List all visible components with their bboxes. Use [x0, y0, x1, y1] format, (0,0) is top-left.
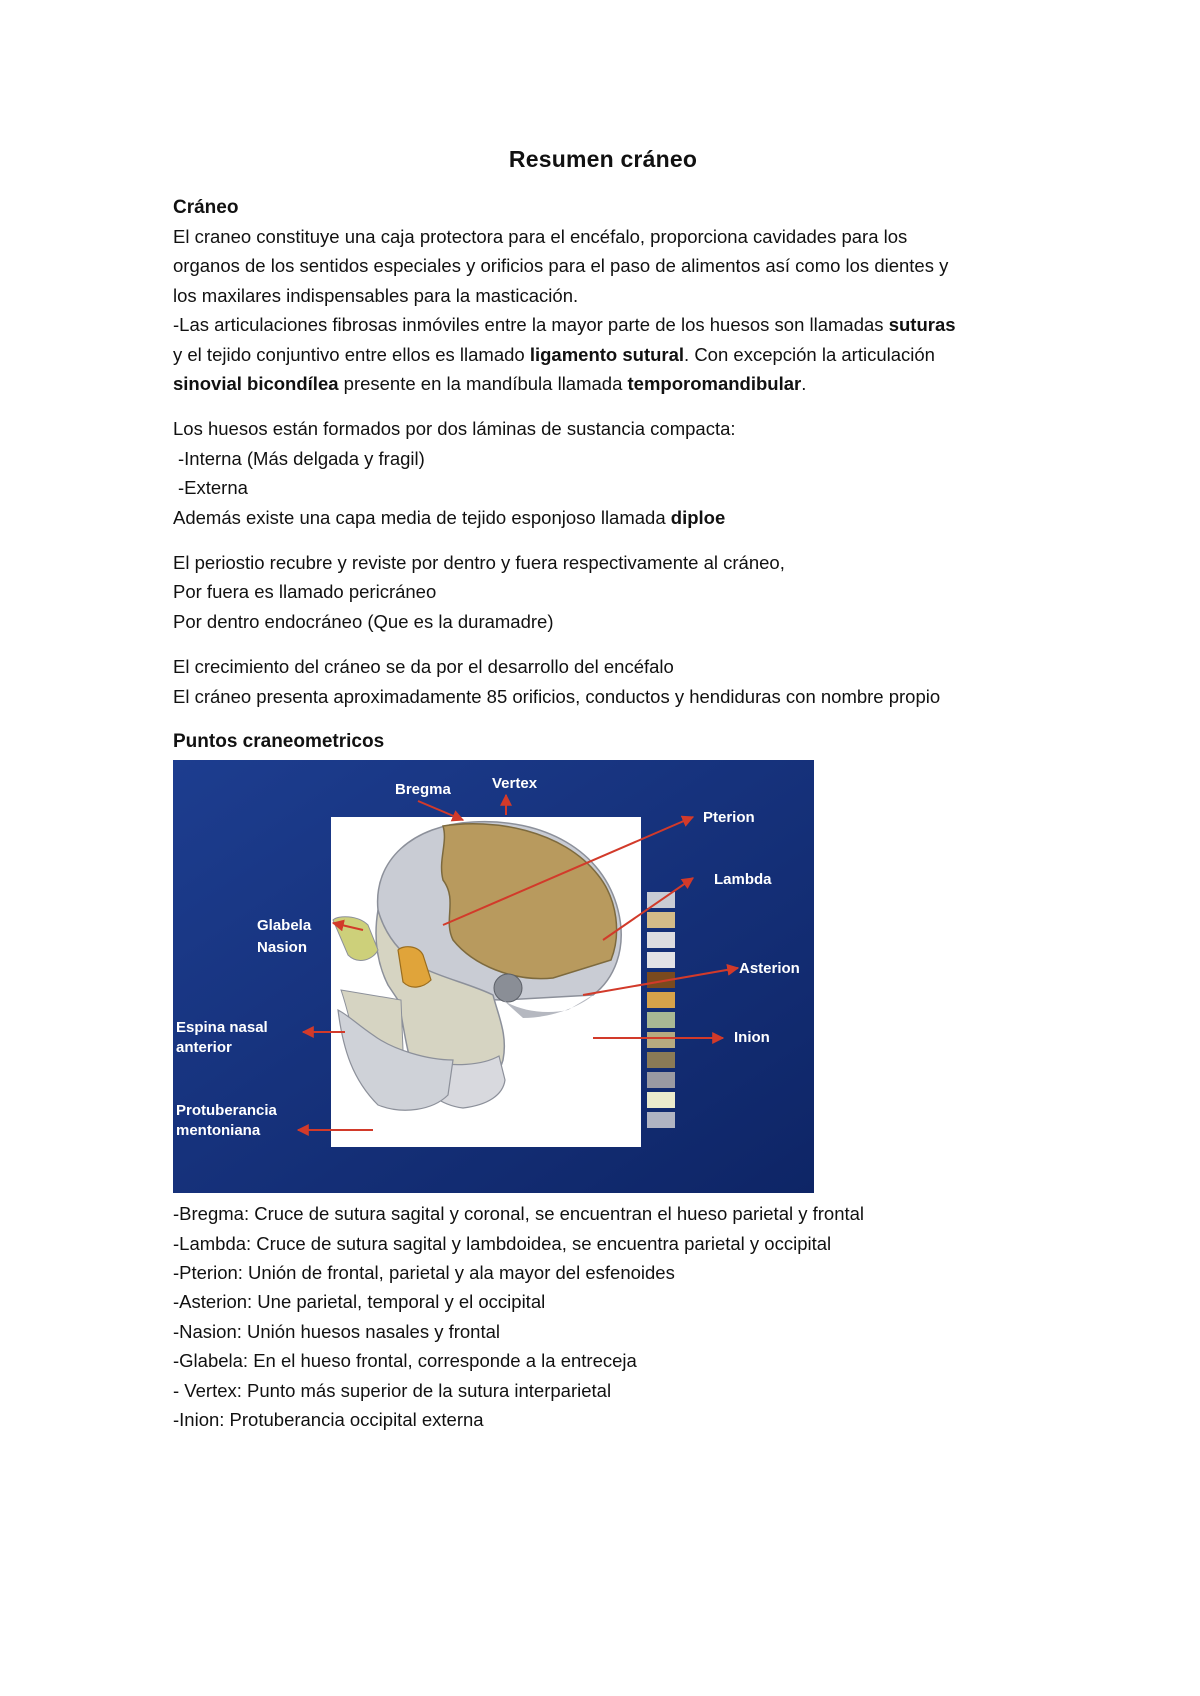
definition-item: -Pterion: Unión de frontal, parietal y ala mayor del esfenoides: [173, 1261, 675, 1283]
skull-figure: [173, 760, 814, 1193]
definitions-list: [173, 1199, 1033, 1434]
paragraph-line: organos de los sentidos especiales y orificios para el paso de alimentos así como los dientes y: [173, 255, 949, 277]
paragraph-line: El periostio recubre y reviste por dentro y fuera respectivamente al cráneo,: [173, 552, 785, 574]
bold-term-ligamento-sutural: ligamento sutural: [529, 343, 685, 365]
paragraph-line: Por fuera es llamado pericráneo: [173, 581, 437, 603]
document-title: Resumen cráneo: [508, 146, 698, 172]
paragraph-line: [173, 369, 1033, 398]
label-espina-nasal: Espina nasal: [176, 1019, 268, 1037]
label-nasion: Nasion: [257, 939, 308, 957]
label-inion: Inion: [734, 1029, 770, 1047]
label-asterion: Asterion: [739, 960, 800, 978]
definition-item: -Inion: Protuberancia occipital externa: [173, 1408, 484, 1430]
paragraph-line: los maxilares indispensables para la masticación.: [173, 284, 579, 306]
paragraph-line: Los huesos están formados por dos láminas de sustancia compacta:: [173, 418, 736, 440]
text-span: y el tejido conjuntivo entre ellos es llamado: [173, 343, 530, 365]
definition-item: - Vertex: Punto más superior de la sutura interparietal: [173, 1379, 612, 1401]
definition-item: -Asterion: Une parietal, temporal y el occipital: [173, 1291, 546, 1313]
text-span: presente en la mandíbula llamada: [338, 373, 628, 395]
definition-item: -Glabela: En el hueso frontal, corresponde a la entreceja: [173, 1350, 637, 1372]
paragraph-line: El crecimiento del cráneo se da por el desarrollo del encéfalo: [173, 656, 674, 678]
paragraph-line: [173, 503, 1033, 532]
skull-diagram: [173, 760, 814, 1193]
list-item: -Interna (Más delgada y fragil): [178, 447, 425, 469]
text-span: .: [801, 373, 807, 395]
text-span: Además existe una capa media de tejido esponjoso llamada: [173, 506, 671, 528]
paragraph-line: El cráneo presenta aproximadamente 85 orificios, conductos y hendiduras con nombre propio: [173, 685, 941, 707]
section-heading-craneo: Cráneo: [173, 197, 239, 218]
text-span: . Con excepción la articulación: [684, 343, 935, 365]
document-content: [173, 146, 1033, 1434]
definition-item: -Nasion: Unión huesos nasales y frontal: [173, 1320, 501, 1342]
definition-item: -Lambda: Cruce de sutura sagital y lambdoidea, se encuentra parietal y occipital: [173, 1232, 832, 1254]
label-protuberancia: Protuberancia: [176, 1102, 277, 1120]
paragraph-line: [173, 340, 1033, 369]
bold-term-diploe: diploe: [670, 506, 726, 528]
label-bregma: Bregma: [395, 781, 451, 799]
section-heading-puntos: Puntos craneometricos: [173, 731, 385, 753]
label-pterion: Pterion: [703, 809, 755, 827]
label-glabela: Glabela: [257, 917, 312, 935]
label-espina-nasal-anterior: anterior: [176, 1039, 232, 1057]
label-lambda: Lambda: [714, 871, 772, 889]
bold-term-temporomandibular: temporomandibular: [627, 373, 802, 395]
label-vertex: Vertex: [492, 775, 538, 793]
paragraph-line: [173, 310, 1033, 339]
paragraph-line: El craneo constituye una caja protectora para el encéfalo, proporciona cavidades para los: [173, 226, 908, 247]
list-item: -Externa: [178, 477, 248, 499]
paragraph-line: Por dentro endocráneo (Que es la duramadre): [173, 610, 554, 632]
definition-item: -Bregma: Cruce de sutura sagital y coronal, se encuentran el hueso parietal y frontal: [173, 1203, 865, 1225]
bold-term-sinovial: sinovial bicondílea: [173, 373, 339, 395]
label-mentoniana: mentoniana: [176, 1122, 261, 1140]
bold-term-suturas: suturas: [888, 314, 956, 336]
text-span: -Las articulaciones fibrosas inmóviles entre la mayor parte de los huesos son llamadas: [173, 314, 889, 336]
